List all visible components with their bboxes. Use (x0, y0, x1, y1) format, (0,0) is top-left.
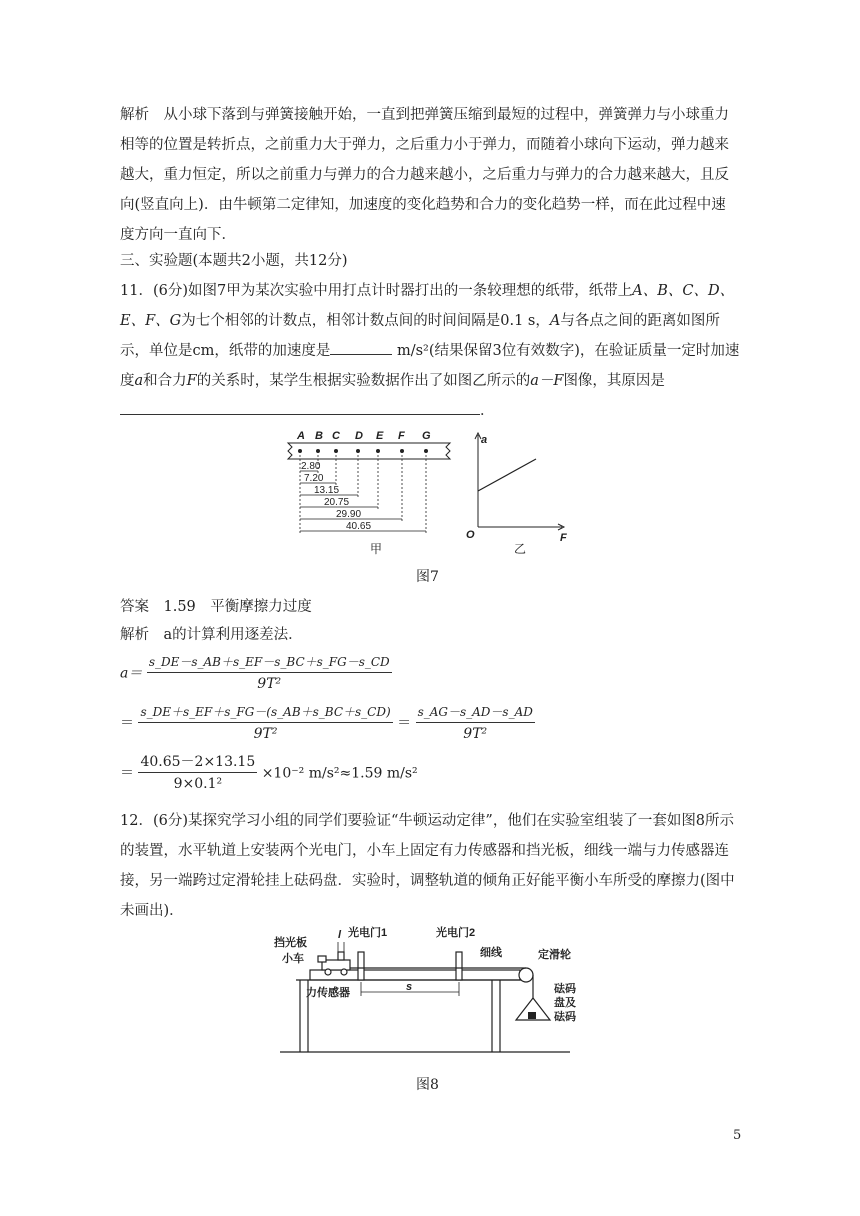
figure-8-caption: 图8 (416, 1077, 439, 1093)
dist-AF: 29.90 (336, 509, 362, 520)
tape-label-A: A (297, 430, 305, 442)
label-weights-1: 砝码 (554, 983, 576, 995)
label-gate2: 光电门2 (436, 927, 476, 939)
label-weights-3: 砝码 (554, 1011, 576, 1023)
figure-8 (270, 920, 590, 1060)
dist-AB: 2.80 (301, 461, 321, 472)
label-baffle: 挡光板 (274, 937, 307, 949)
tape-label-D: D (355, 430, 363, 442)
question-11: 11．(6分)如图7甲为某次实验中用打点计时器打出的一条较理想的纸带，纸带上A、B、C、D、E、F、G为七个相邻的计数点，相邻计数点间的时间间隔是0.1 s，A与各点之间的距离如图所示，单位是cm，纸带的加速度是 m/s²(结果保留3位有效数字)，在验证质量一定时加速度a和合力F的关系时，某学生根据实验数据作出了如图乙所示的a－F图像，其原因是． (120, 283, 740, 419)
label-gate1: 光电门1 (348, 927, 388, 939)
label-pulley: 定滑轮 (538, 949, 571, 961)
axis-F: F (560, 532, 567, 544)
label-l: l (338, 929, 342, 941)
label-weights-2: 盘及 (554, 997, 576, 1009)
tape-label-B: B (315, 430, 323, 442)
formula-line-2: ＝ $\frac{s\_DE+s\_EF+s\_FG-(s\_AB+s\_BC+s\_CD)}{\text{9T²}}$ ＝ $\frac{s\_AG-s\_AD-s\_AD}{\text{9T²}}$ (120, 702, 535, 745)
formula-line-3: ＝ $\frac{40.65-2\times 13.15}{\text{9×0.1²}}$ ×10⁻² m/s²≈1.59 m/s² (120, 754, 418, 792)
tape-label-C: C (332, 430, 340, 442)
tape-label-G: G (422, 430, 431, 442)
section-heading: 三、实验题(本题共2小题，共12分) (120, 253, 348, 269)
answer-blank-reason (120, 400, 480, 415)
dist-AG: 40.65 (346, 521, 372, 532)
label-sensor: 力传感器 (306, 987, 350, 999)
answer-11: 答案 1.59 平衡摩擦力过度 (120, 599, 312, 615)
analysis-paragraph: 解析 从小球下落到与弹簧接触开始，一直到把弹簧压缩到最短的过程中，弹簧弹力与小球重力相等的位置是转折点，之前重力大于弹力，之后重力小于弹力，而随着小球向下运动，弹力越来越大，重力恒定，所以之前重力与弹力的合力越来越小，之后重力与弹力的合力越来越大，且反向(竖直向上)．由牛顿第二定律知，加速度的变化趋势和合力的变化趋势一样，而在此过程中速度方向一直向下． (120, 107, 729, 243)
origin-O: O (466, 529, 475, 541)
dist-AE: 20.75 (324, 497, 350, 508)
analysis-11: 解析 a的计算利用逐差法． (120, 627, 303, 643)
figure-7 (280, 425, 580, 560)
question-12: 12．(6分)某探究学习小组的同学们要验证“牛顿运动定律”，他们在实验室组装了一套如图8所示的装置，水平轨道上安装两个光电门，小车上固定有力传感器和挡光板，细线一端与力传感器连接，另一端跨过定滑轮挂上砝码盘．实验时，调整轨道的倾角正好能平衡小车所受的摩擦力(图中未画出)． (120, 813, 735, 919)
tape-label-E: E (376, 430, 384, 442)
sub-jia: 甲 (370, 542, 383, 556)
sub-yi: 乙 (514, 542, 527, 556)
formula-line-1: a＝ $\frac{s\_DE-s\_AB+s\_EF-s\_BC+s\_FG-s\_CD}{\text{9T²}}$ (120, 652, 392, 695)
figure-7-caption: 图7 (416, 569, 439, 585)
answer-blank-acceleration (330, 340, 392, 355)
page-number: 5 (733, 1128, 742, 1143)
dist-AD: 13.15 (314, 485, 340, 496)
dist-AC: 7.20 (304, 473, 324, 484)
label-s: s (406, 981, 413, 993)
axis-a: a (481, 434, 488, 446)
label-thread: 细线 (480, 947, 502, 959)
label-cart: 小车 (282, 953, 304, 965)
tape-label-F: F (398, 430, 405, 442)
